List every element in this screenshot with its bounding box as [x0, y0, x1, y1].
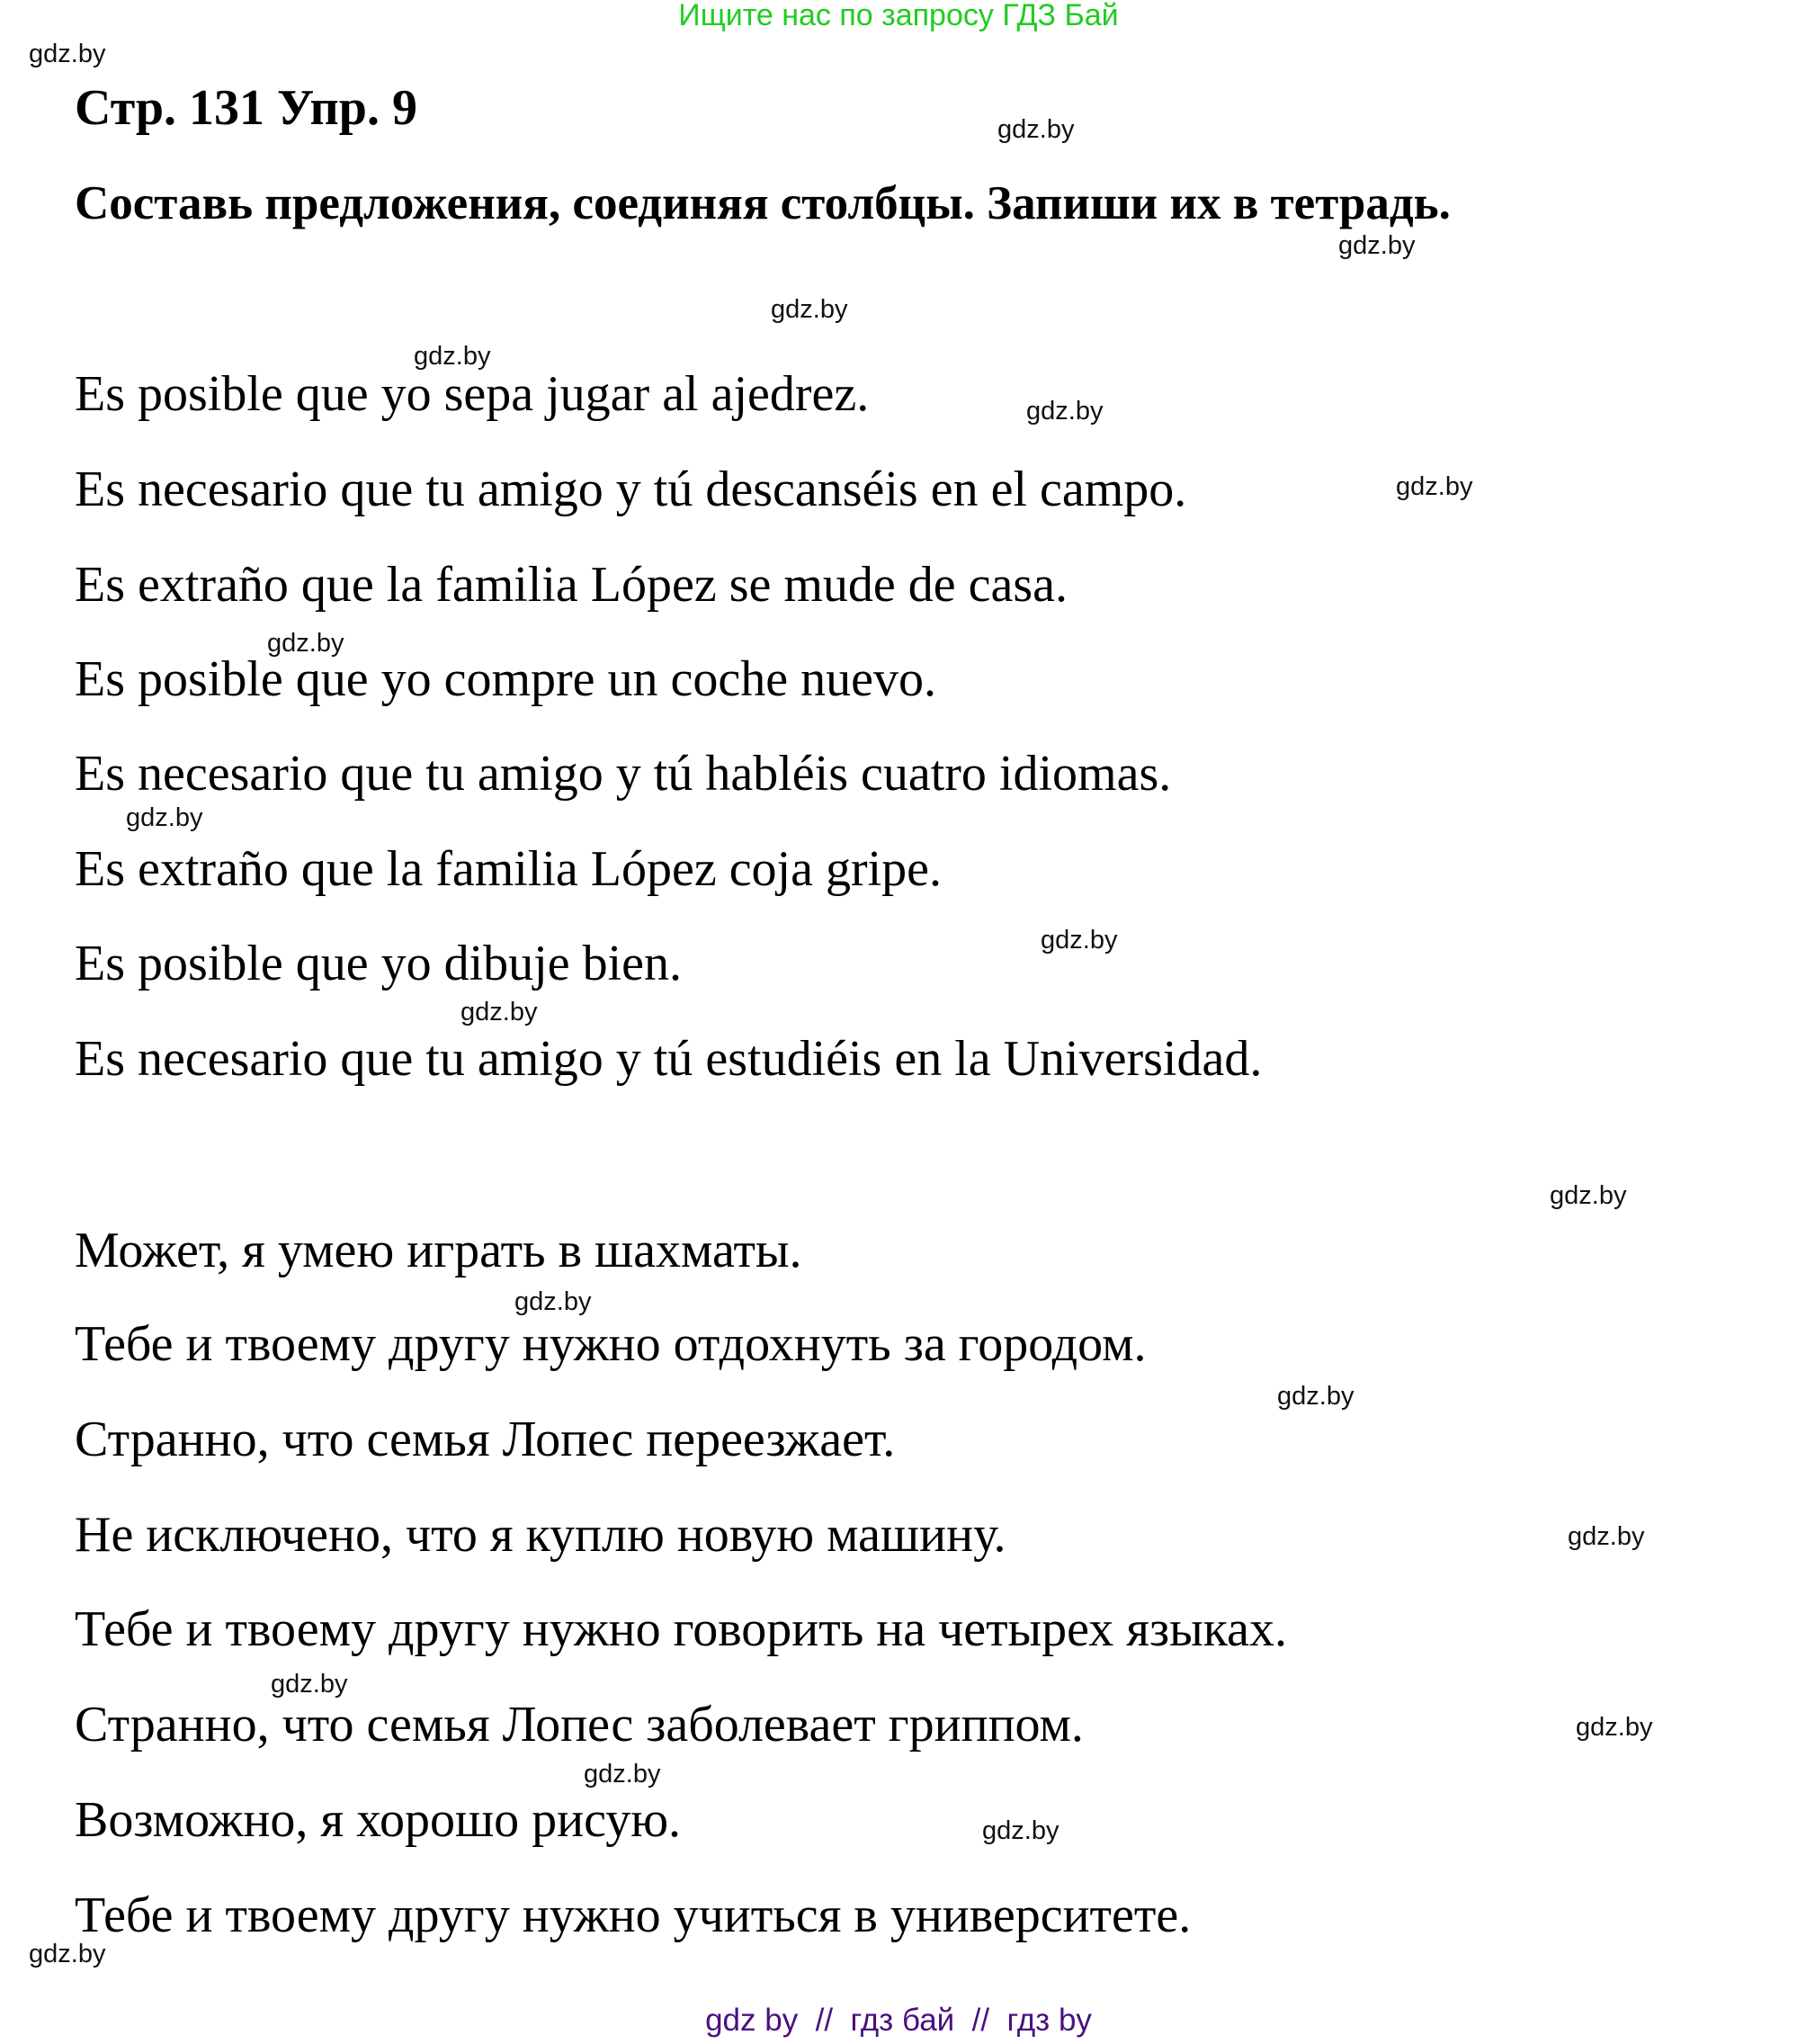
spanish-sentence: Es posible que yo sepa jugar al ajedrez.	[75, 366, 870, 422]
watermark: gdz.by	[1568, 1522, 1645, 1551]
watermark: gdz.by	[126, 803, 203, 832]
search-banner: Ищите нас по запросу ГДЗ Бай	[678, 0, 1119, 32]
russian-sentence: Может, я умею играть в шахматы.	[75, 1223, 802, 1278]
russian-sentence: Возможно, я хорошо рисую.	[75, 1792, 682, 1848]
watermark: gdz.by	[982, 1816, 1059, 1845]
watermark: gdz.by	[1550, 1181, 1627, 1210]
watermark: gdz.by	[271, 1670, 348, 1699]
watermark: gdz.by	[514, 1287, 592, 1316]
spanish-sentence: Es posible que yo dibuje bien.	[75, 936, 683, 991]
watermark: gdz.by	[267, 629, 344, 658]
watermark: gdz.by	[1576, 1713, 1653, 1742]
russian-sentence: Не исключено, что я куплю новую машину.	[75, 1507, 1006, 1563]
watermark: gdz.by	[1338, 231, 1416, 260]
spanish-sentence: Es extraño que la familia López coja gripe.	[75, 841, 943, 897]
watermark: gdz.by	[1026, 397, 1104, 426]
watermark: gdz.by	[29, 1940, 106, 1968]
watermark: gdz.by	[1396, 472, 1473, 501]
spanish-sentence: Es posible que yo compre un coche nuevo.	[75, 651, 936, 707]
russian-sentence: Странно, что семья Лопес заболевает гриппом.	[75, 1697, 1084, 1753]
spanish-sentence: Es necesario que tu amigo y tú estudiéis en la Universidad.	[75, 1031, 1263, 1087]
russian-sentence: Тебе и твоему другу нужно говорить на четырех языках.	[75, 1601, 1288, 1657]
spanish-sentence: Es necesario que tu amigo y tú descanséis en el campo.	[75, 462, 1187, 517]
spanish-sentence: Es extraño que la familia López se mude de casa.	[75, 557, 1068, 613]
watermark: gdz.by	[1277, 1382, 1354, 1411]
watermark: gdz.by	[1041, 926, 1118, 955]
watermark: gdz.by	[997, 115, 1075, 144]
exercise-instruction: Составь предложения, соединяя столбцы. Запиши их в тетрадь.	[75, 177, 1451, 229]
spanish-sentence: Es necesario que tu amigo y tú habléis cuatro idiomas.	[75, 746, 1172, 802]
footer-links: gdz by // гдз бай // гдз by	[705, 2003, 1092, 2038]
watermark: gdz.by	[414, 342, 491, 371]
russian-sentence: Странно, что семья Лопес переезжает.	[75, 1412, 896, 1467]
russian-sentence: Тебе и твоему другу нужно учиться в университете.	[75, 1887, 1192, 1943]
russian-sentence: Тебе и твоему другу нужно отдохнуть за городом.	[75, 1316, 1147, 1372]
page-title: Стр. 131 Упр. 9	[75, 80, 417, 136]
watermark: gdz.by	[584, 1760, 661, 1788]
watermark: gdz.by	[29, 40, 106, 68]
watermark: gdz.by	[460, 998, 538, 1026]
watermark: gdz.by	[771, 295, 848, 324]
